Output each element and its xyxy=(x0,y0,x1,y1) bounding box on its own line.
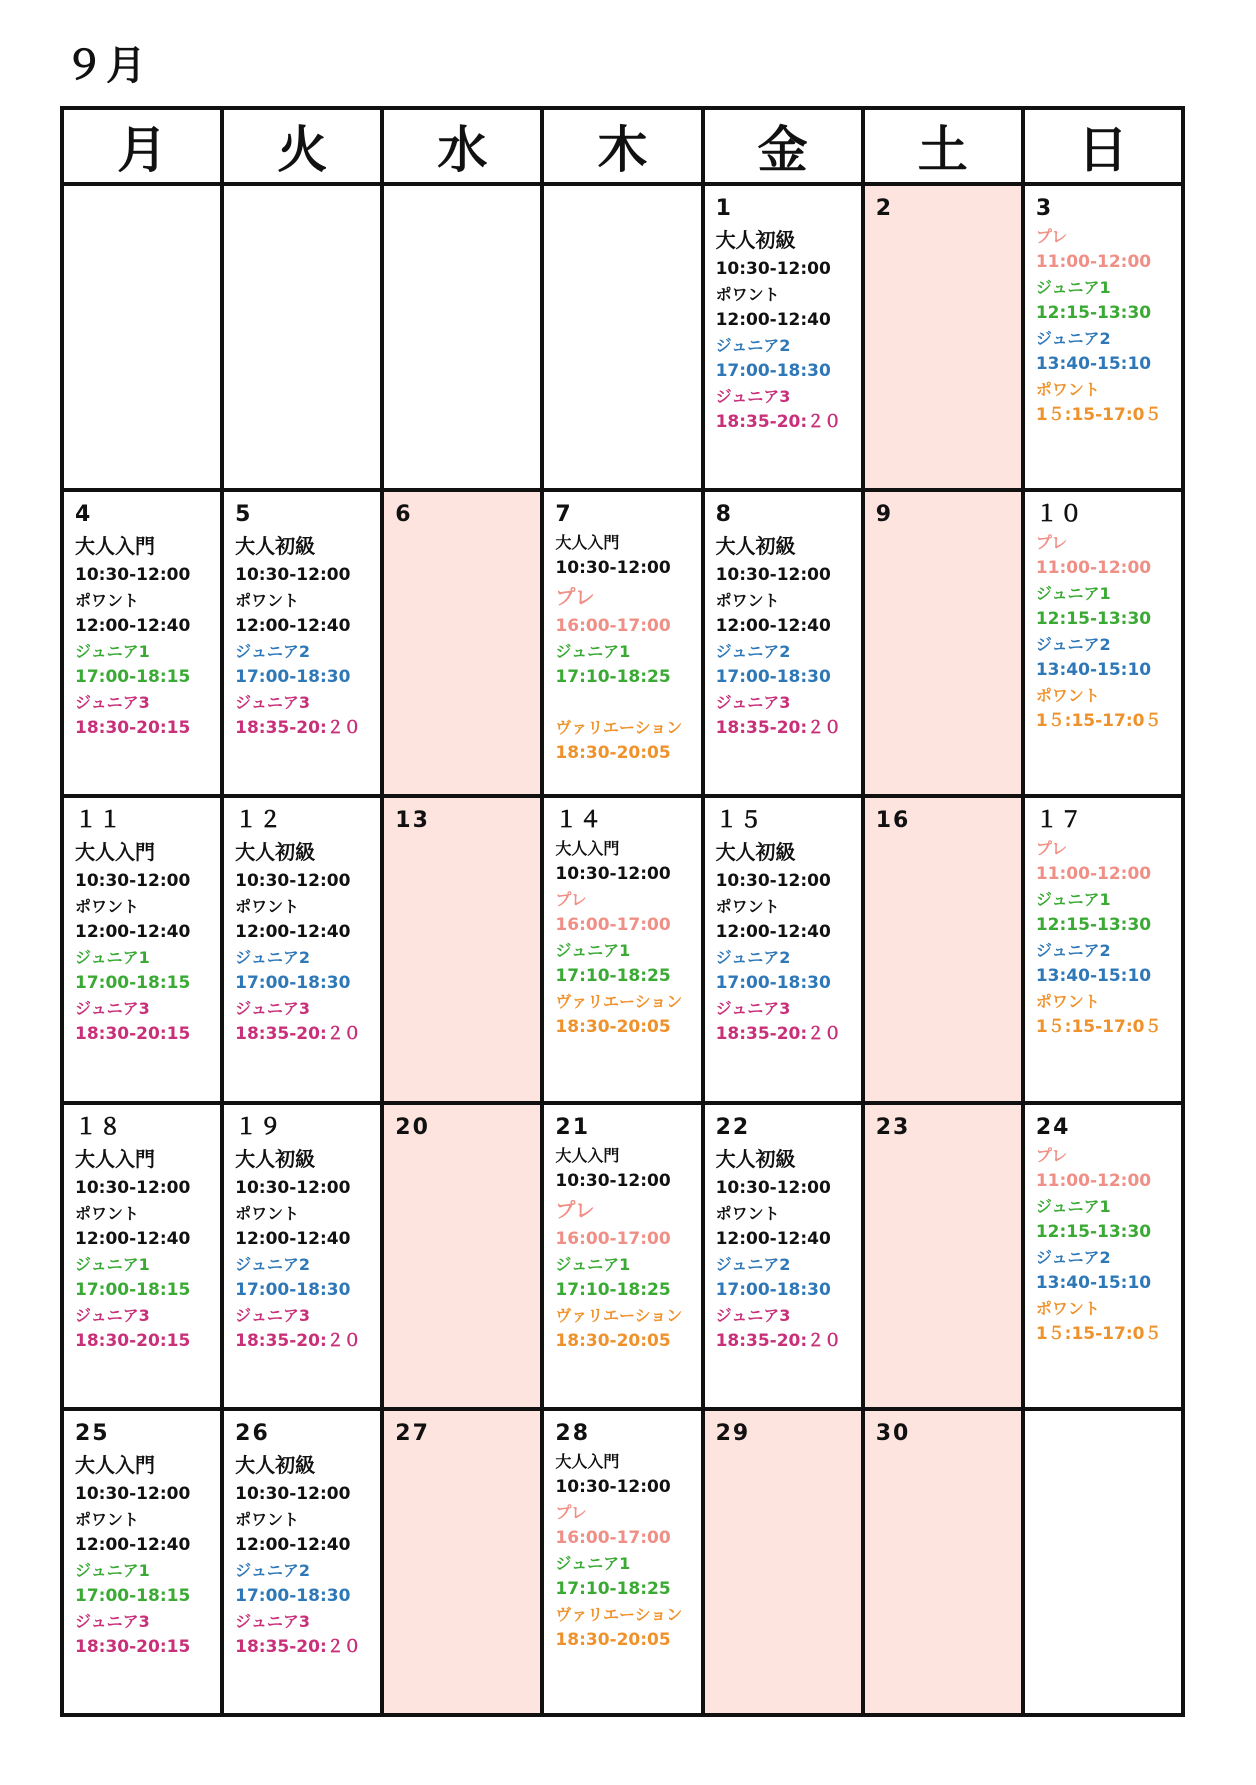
class-name: ジュニア3 xyxy=(235,1611,310,1631)
day-cell-content xyxy=(705,186,861,435)
weekday-header-row xyxy=(62,108,1183,184)
day-cell-content xyxy=(865,186,1021,224)
class-time: 10:30-12:00 xyxy=(715,871,831,892)
class-time: 12:15-13:30 xyxy=(1035,609,1152,630)
day-cell-content xyxy=(384,1105,540,1143)
class-time: 13:40-15:10 xyxy=(1035,1272,1152,1293)
class-time: 17:00-18:30 xyxy=(715,361,831,381)
class-time: 18:30-20:15 xyxy=(75,718,191,739)
class-time: 1５:15-17:0５ xyxy=(1035,405,1162,425)
day-number: 16 xyxy=(875,808,911,834)
day-number: 13 xyxy=(395,808,430,834)
class-name: 大人入門 xyxy=(555,839,620,859)
class-time: 18:35-20:２０ xyxy=(715,718,842,739)
day-number: 27 xyxy=(395,1420,430,1446)
class-time: 18:35-20:２０ xyxy=(715,412,842,432)
weekday-header-mon: 月 xyxy=(62,108,222,184)
class-time: 10:30-12:00 xyxy=(235,1177,351,1198)
day-cell xyxy=(382,1409,542,1715)
day-number: 29 xyxy=(715,1420,751,1446)
class-name: ジュニア3 xyxy=(75,1611,150,1631)
class-time: 18:35-20:２０ xyxy=(235,718,361,739)
day-cell-content xyxy=(544,798,700,1040)
class-name: プレ xyxy=(555,1197,595,1222)
calendar-body xyxy=(62,184,1183,1715)
class-name: プレ xyxy=(1035,533,1068,553)
class-time: 1５:15-17:0５ xyxy=(1035,1017,1162,1038)
empty-day-cell xyxy=(222,184,382,490)
day-cell xyxy=(542,796,702,1102)
day-number: 21 xyxy=(555,1114,591,1140)
day-number: 26 xyxy=(235,1420,270,1446)
day-number: 5 xyxy=(235,502,253,528)
class-name: ジュニア1 xyxy=(555,1553,631,1573)
class-time: 10:30-12:00 xyxy=(235,1483,351,1504)
week-row xyxy=(62,1409,1183,1715)
class-name: 大人入門 xyxy=(75,1452,155,1477)
class-name: ジュニア1 xyxy=(1035,1196,1111,1216)
class-time: 17:00-18:15 xyxy=(75,1585,191,1606)
class-name: プレ xyxy=(555,1502,587,1522)
day-number: １４ xyxy=(555,808,604,834)
class-name: ポワント xyxy=(1035,992,1100,1012)
day-cell-content xyxy=(865,1105,1021,1143)
class-time: 18:30-20:05 xyxy=(555,743,671,764)
class-name: ジュニア1 xyxy=(1035,278,1111,297)
day-cell xyxy=(382,796,542,1102)
class-name: ポワント xyxy=(715,285,780,304)
class-name: ジュニア3 xyxy=(715,1305,791,1325)
class-time: 12:00-12:40 xyxy=(75,1228,191,1249)
class-name: ジュニア3 xyxy=(75,1305,150,1325)
day-cell-content xyxy=(1025,1105,1181,1347)
class-time: 13:40-15:10 xyxy=(1035,660,1152,681)
class-time: 17:10-18:25 xyxy=(555,1578,671,1599)
day-cell-content xyxy=(224,1411,380,1660)
day-number: 8 xyxy=(715,502,733,528)
class-name: ポワント xyxy=(1035,1298,1100,1318)
class-name: ジュニア3 xyxy=(235,999,310,1019)
class-time: 10:30-12:00 xyxy=(555,864,671,885)
day-cell xyxy=(703,1103,863,1409)
class-time: 16:00-17:00 xyxy=(555,1527,671,1548)
day-cell-content xyxy=(224,186,380,194)
class-name: ジュニア1 xyxy=(1035,890,1111,910)
day-cell-content xyxy=(384,492,540,530)
class-time: 12:00-12:40 xyxy=(235,922,351,943)
day-cell xyxy=(863,1103,1023,1409)
class-time: 18:35-20:２０ xyxy=(715,1330,842,1351)
class-time: 18:35-20:２０ xyxy=(235,1330,361,1351)
day-cell xyxy=(703,796,863,1102)
day-cell-content xyxy=(384,186,540,194)
day-cell-content xyxy=(224,1105,380,1354)
class-time: 12:00-12:40 xyxy=(715,616,831,637)
empty-day-cell xyxy=(1023,1409,1183,1715)
day-number: 4 xyxy=(75,502,93,528)
day-number: 6 xyxy=(395,502,413,528)
day-cell xyxy=(62,1409,222,1715)
class-time: 16:00-17:00 xyxy=(555,915,671,936)
class-time: 13:40-15:10 xyxy=(1035,354,1152,374)
class-name: ヴァリエーション xyxy=(555,992,683,1012)
class-time: 18:30-20:05 xyxy=(555,1629,671,1650)
class-time: 10:30-12:00 xyxy=(75,871,191,892)
empty-day-cell xyxy=(382,184,542,490)
class-name: ジュニア1 xyxy=(555,642,631,662)
day-cell-content xyxy=(705,1105,861,1354)
weekday-header-sat: 土 xyxy=(863,108,1023,184)
day-cell-content xyxy=(64,186,220,194)
day-cell-content xyxy=(1025,186,1181,428)
class-time: 11:00-12:00 xyxy=(1035,1170,1152,1191)
class-name: プレ xyxy=(555,585,595,610)
class-time: 17:00-18:30 xyxy=(235,1585,351,1606)
day-cell xyxy=(382,490,542,796)
class-name: ポワント xyxy=(75,897,140,917)
class-time: 10:30-12:00 xyxy=(715,259,831,279)
day-cell xyxy=(62,796,222,1102)
day-cell-content xyxy=(544,1105,700,1354)
day-cell-content xyxy=(705,492,861,741)
class-name: ポワント xyxy=(1035,686,1100,706)
class-time: 12:00-12:40 xyxy=(235,1534,351,1555)
day-number: １８ xyxy=(75,1114,124,1140)
day-cell-content xyxy=(544,1411,700,1653)
class-name: 大人初級 xyxy=(235,1146,316,1171)
class-time: 16:00-17:00 xyxy=(555,1228,671,1249)
day-number: １０ xyxy=(1035,502,1084,528)
class-name: ジュニア3 xyxy=(75,999,150,1019)
class-name: ポワント xyxy=(715,897,780,917)
day-cell-content xyxy=(544,186,700,194)
class-time: 18:35-20:２０ xyxy=(235,1636,361,1657)
class-name: ジュニア2 xyxy=(1035,635,1111,655)
day-cell-content xyxy=(705,798,861,1047)
day-cell xyxy=(863,1409,1023,1715)
week-row xyxy=(62,1103,1183,1409)
class-time: 1５:15-17:0５ xyxy=(1035,1323,1162,1344)
day-cell xyxy=(863,490,1023,796)
class-time: 12:00-12:40 xyxy=(715,1228,831,1249)
calendar-grid xyxy=(60,106,1185,1717)
day-cell xyxy=(542,1409,702,1715)
class-name: 大人入門 xyxy=(75,534,155,559)
class-time: 17:00-18:15 xyxy=(75,973,191,994)
day-cell xyxy=(1023,1103,1183,1409)
empty-day-cell xyxy=(542,184,702,490)
day-cell-content xyxy=(384,798,540,836)
day-cell-content xyxy=(865,798,1021,836)
class-name: ジュニア3 xyxy=(715,999,791,1019)
weekday-header-fri: 金 xyxy=(703,108,863,184)
class-name: ジュニア2 xyxy=(1035,329,1111,348)
day-cell xyxy=(1023,490,1183,796)
class-name: プレ xyxy=(1035,839,1068,859)
class-name: ジュニア2 xyxy=(1035,1247,1111,1267)
day-cell xyxy=(62,1103,222,1409)
class-name: 大人初級 xyxy=(715,228,796,252)
class-time: 12:15-13:30 xyxy=(1035,303,1152,323)
day-cell-content xyxy=(865,1411,1021,1449)
class-name: ポワント xyxy=(235,897,300,917)
class-time: 10:30-12:00 xyxy=(75,1177,191,1198)
day-cell xyxy=(863,184,1023,490)
class-time: 18:30-20:15 xyxy=(75,1024,191,1045)
class-name: ジュニア2 xyxy=(715,336,791,355)
class-time: 1５:15-17:0５ xyxy=(1035,711,1162,732)
day-cell xyxy=(542,490,702,796)
class-time: 12:15-13:30 xyxy=(1035,1221,1152,1242)
class-name: ポワント xyxy=(715,591,780,611)
week-row xyxy=(62,184,1183,490)
class-time: 17:10-18:25 xyxy=(555,1279,671,1300)
class-name: 大人初級 xyxy=(235,840,316,865)
day-cell-content xyxy=(705,1411,861,1449)
class-name: 大人初級 xyxy=(235,534,316,559)
class-name: 大人初級 xyxy=(715,534,796,559)
week-row xyxy=(62,490,1183,796)
class-time: 10:30-12:00 xyxy=(715,1177,831,1198)
class-time: 17:00-18:15 xyxy=(75,667,191,688)
day-cell xyxy=(703,490,863,796)
day-number: 28 xyxy=(555,1420,591,1446)
class-time: 18:30-20:05 xyxy=(555,1017,671,1038)
day-cell xyxy=(542,1103,702,1409)
day-number: １１ xyxy=(75,808,124,834)
class-time: 17:00-18:30 xyxy=(715,973,831,994)
day-number: 22 xyxy=(715,1114,751,1140)
class-name: ヴァリエーション xyxy=(555,718,683,738)
class-time: 12:00-12:40 xyxy=(235,616,351,637)
class-time: 17:00-18:15 xyxy=(75,1279,191,1300)
class-time: 18:35-20:２０ xyxy=(715,1024,842,1045)
class-time: 18:30-20:15 xyxy=(75,1636,191,1657)
class-name: ヴァリエーション xyxy=(555,1604,683,1624)
day-number: １５ xyxy=(715,808,764,834)
empty-day-cell xyxy=(62,184,222,490)
day-number: １９ xyxy=(235,1114,284,1140)
class-time: 12:00-12:40 xyxy=(715,922,831,943)
class-time: 12:00-12:40 xyxy=(75,1534,191,1555)
class-name: ポワント xyxy=(235,591,300,611)
class-name: ポワント xyxy=(75,1203,140,1223)
weekday-header-tue: 火 xyxy=(222,108,382,184)
class-name: ジュニア1 xyxy=(1035,584,1111,604)
day-cell xyxy=(703,184,863,490)
class-time: 12:15-13:30 xyxy=(1035,915,1152,936)
class-name: 大人初級 xyxy=(715,1146,796,1171)
weekday-header-wed: 水 xyxy=(382,108,542,184)
class-name: ジュニア1 xyxy=(555,941,631,961)
day-cell xyxy=(222,796,382,1102)
class-name: 大人初級 xyxy=(715,840,796,865)
class-time: 18:30-20:05 xyxy=(555,1330,671,1351)
class-name: ジュニア1 xyxy=(555,1254,631,1274)
day-cell-content xyxy=(64,1411,220,1660)
class-name: ヴァリエーション xyxy=(555,1305,683,1325)
class-time: 10:30-12:00 xyxy=(555,558,671,579)
day-number: 30 xyxy=(875,1420,911,1446)
class-time: 17:10-18:25 xyxy=(555,667,671,688)
class-time: 10:30-12:00 xyxy=(235,565,351,586)
day-cell-content xyxy=(64,492,220,741)
class-name: 大人入門 xyxy=(555,533,620,553)
day-cell-content xyxy=(384,1411,540,1449)
day-cell xyxy=(382,1103,542,1409)
day-cell xyxy=(703,1409,863,1715)
class-time: 17:00-18:30 xyxy=(235,973,351,994)
week-row xyxy=(62,796,1183,1102)
class-time: 10:30-12:00 xyxy=(75,565,191,586)
class-time: 17:00-18:30 xyxy=(235,667,351,688)
class-name: ジュニア1 xyxy=(75,642,150,662)
class-time: 17:00-18:30 xyxy=(235,1279,351,1300)
class-time: 18:30-20:15 xyxy=(75,1330,191,1351)
day-cell xyxy=(1023,796,1183,1102)
weekday-header-thu: 木 xyxy=(542,108,702,184)
day-cell xyxy=(222,1103,382,1409)
class-time: 12:00-12:40 xyxy=(715,310,831,330)
day-number: １２ xyxy=(235,808,284,834)
class-time: 10:30-12:00 xyxy=(555,1170,671,1191)
class-time: 10:30-12:00 xyxy=(75,1483,191,1504)
day-cell-content xyxy=(64,1105,220,1354)
class-name: ジュニア1 xyxy=(75,948,150,968)
day-cell-content xyxy=(865,492,1021,530)
class-name: 大人入門 xyxy=(555,1451,620,1471)
class-time: 10:30-12:00 xyxy=(235,871,351,892)
class-name: ジュニア2 xyxy=(715,1254,791,1274)
day-cell-content xyxy=(1025,798,1181,1040)
class-time: 11:00-12:00 xyxy=(1035,558,1152,579)
class-name: ジュニア2 xyxy=(1035,941,1111,961)
day-number: 23 xyxy=(875,1114,911,1140)
class-time: 12:00-12:40 xyxy=(75,616,191,637)
month-title: ９月 xyxy=(64,43,148,89)
class-time: 10:30-12:00 xyxy=(715,565,831,586)
day-number: 7 xyxy=(555,502,573,528)
class-time: 13:40-15:10 xyxy=(1035,966,1152,987)
class-name: ジュニア3 xyxy=(235,693,310,713)
class-name: ジュニア3 xyxy=(235,1305,310,1325)
class-name: プレ xyxy=(1035,1145,1068,1165)
class-name: ポワント xyxy=(1035,380,1100,399)
day-cell xyxy=(222,1409,382,1715)
day-number: 20 xyxy=(395,1114,430,1140)
day-number: 25 xyxy=(75,1420,110,1446)
class-name: 大人入門 xyxy=(75,840,155,865)
class-name: ジュニア2 xyxy=(235,1560,310,1580)
class-name: ジュニア1 xyxy=(75,1560,150,1580)
class-name: ポワント xyxy=(235,1203,300,1223)
day-cell xyxy=(222,490,382,796)
day-cell xyxy=(863,796,1023,1102)
class-name: ジュニア2 xyxy=(235,1254,310,1274)
day-number: 2 xyxy=(875,196,894,221)
class-time: 18:35-20:２０ xyxy=(235,1024,361,1045)
class-name: 大人入門 xyxy=(75,1146,155,1171)
class-name: プレ xyxy=(1035,227,1068,246)
class-time: 17:10-18:25 xyxy=(555,966,671,987)
day-cell-content xyxy=(1025,1411,1181,1419)
class-name: ジュニア2 xyxy=(715,642,791,662)
day-cell-content xyxy=(224,798,380,1047)
class-time: 17:00-18:30 xyxy=(715,1279,831,1300)
class-name: ジュニア3 xyxy=(715,387,791,406)
day-cell xyxy=(1023,184,1183,490)
class-name: ジュニア2 xyxy=(235,642,310,662)
class-name: 大人初級 xyxy=(235,1452,316,1477)
class-time: 17:00-18:30 xyxy=(715,667,831,688)
class-time: 16:00-17:00 xyxy=(555,616,671,637)
class-name: ジュニア3 xyxy=(75,693,150,713)
day-number: 24 xyxy=(1035,1114,1071,1140)
class-name: ジュニア2 xyxy=(235,948,310,968)
class-time: 11:00-12:00 xyxy=(1035,252,1152,272)
weekday-header-sun: 日 xyxy=(1023,108,1183,184)
day-number: 9 xyxy=(875,502,894,528)
class-name: ポワント xyxy=(715,1203,780,1223)
class-name: ジュニア1 xyxy=(75,1254,150,1274)
class-name: ポワント xyxy=(235,1509,300,1529)
day-cell-content xyxy=(1025,492,1181,734)
day-cell-content xyxy=(224,492,380,741)
day-cell-content xyxy=(64,798,220,1047)
class-time: 12:00-12:40 xyxy=(75,922,191,943)
day-number: １７ xyxy=(1035,808,1084,834)
class-time: 10:30-12:00 xyxy=(555,1476,671,1497)
class-name: ジュニア3 xyxy=(715,693,791,713)
day-number: 1 xyxy=(715,196,733,221)
class-name: ポワント xyxy=(75,1509,140,1529)
day-cell xyxy=(62,490,222,796)
day-number: 3 xyxy=(1035,196,1054,221)
class-name: ポワント xyxy=(75,591,140,611)
class-name: プレ xyxy=(555,890,587,910)
class-name: 大人入門 xyxy=(555,1145,620,1165)
class-name: ジュニア2 xyxy=(715,948,791,968)
class-time: 12:00-12:40 xyxy=(235,1228,351,1249)
day-cell-content xyxy=(544,492,700,766)
class-time: 11:00-12:00 xyxy=(1035,864,1152,885)
